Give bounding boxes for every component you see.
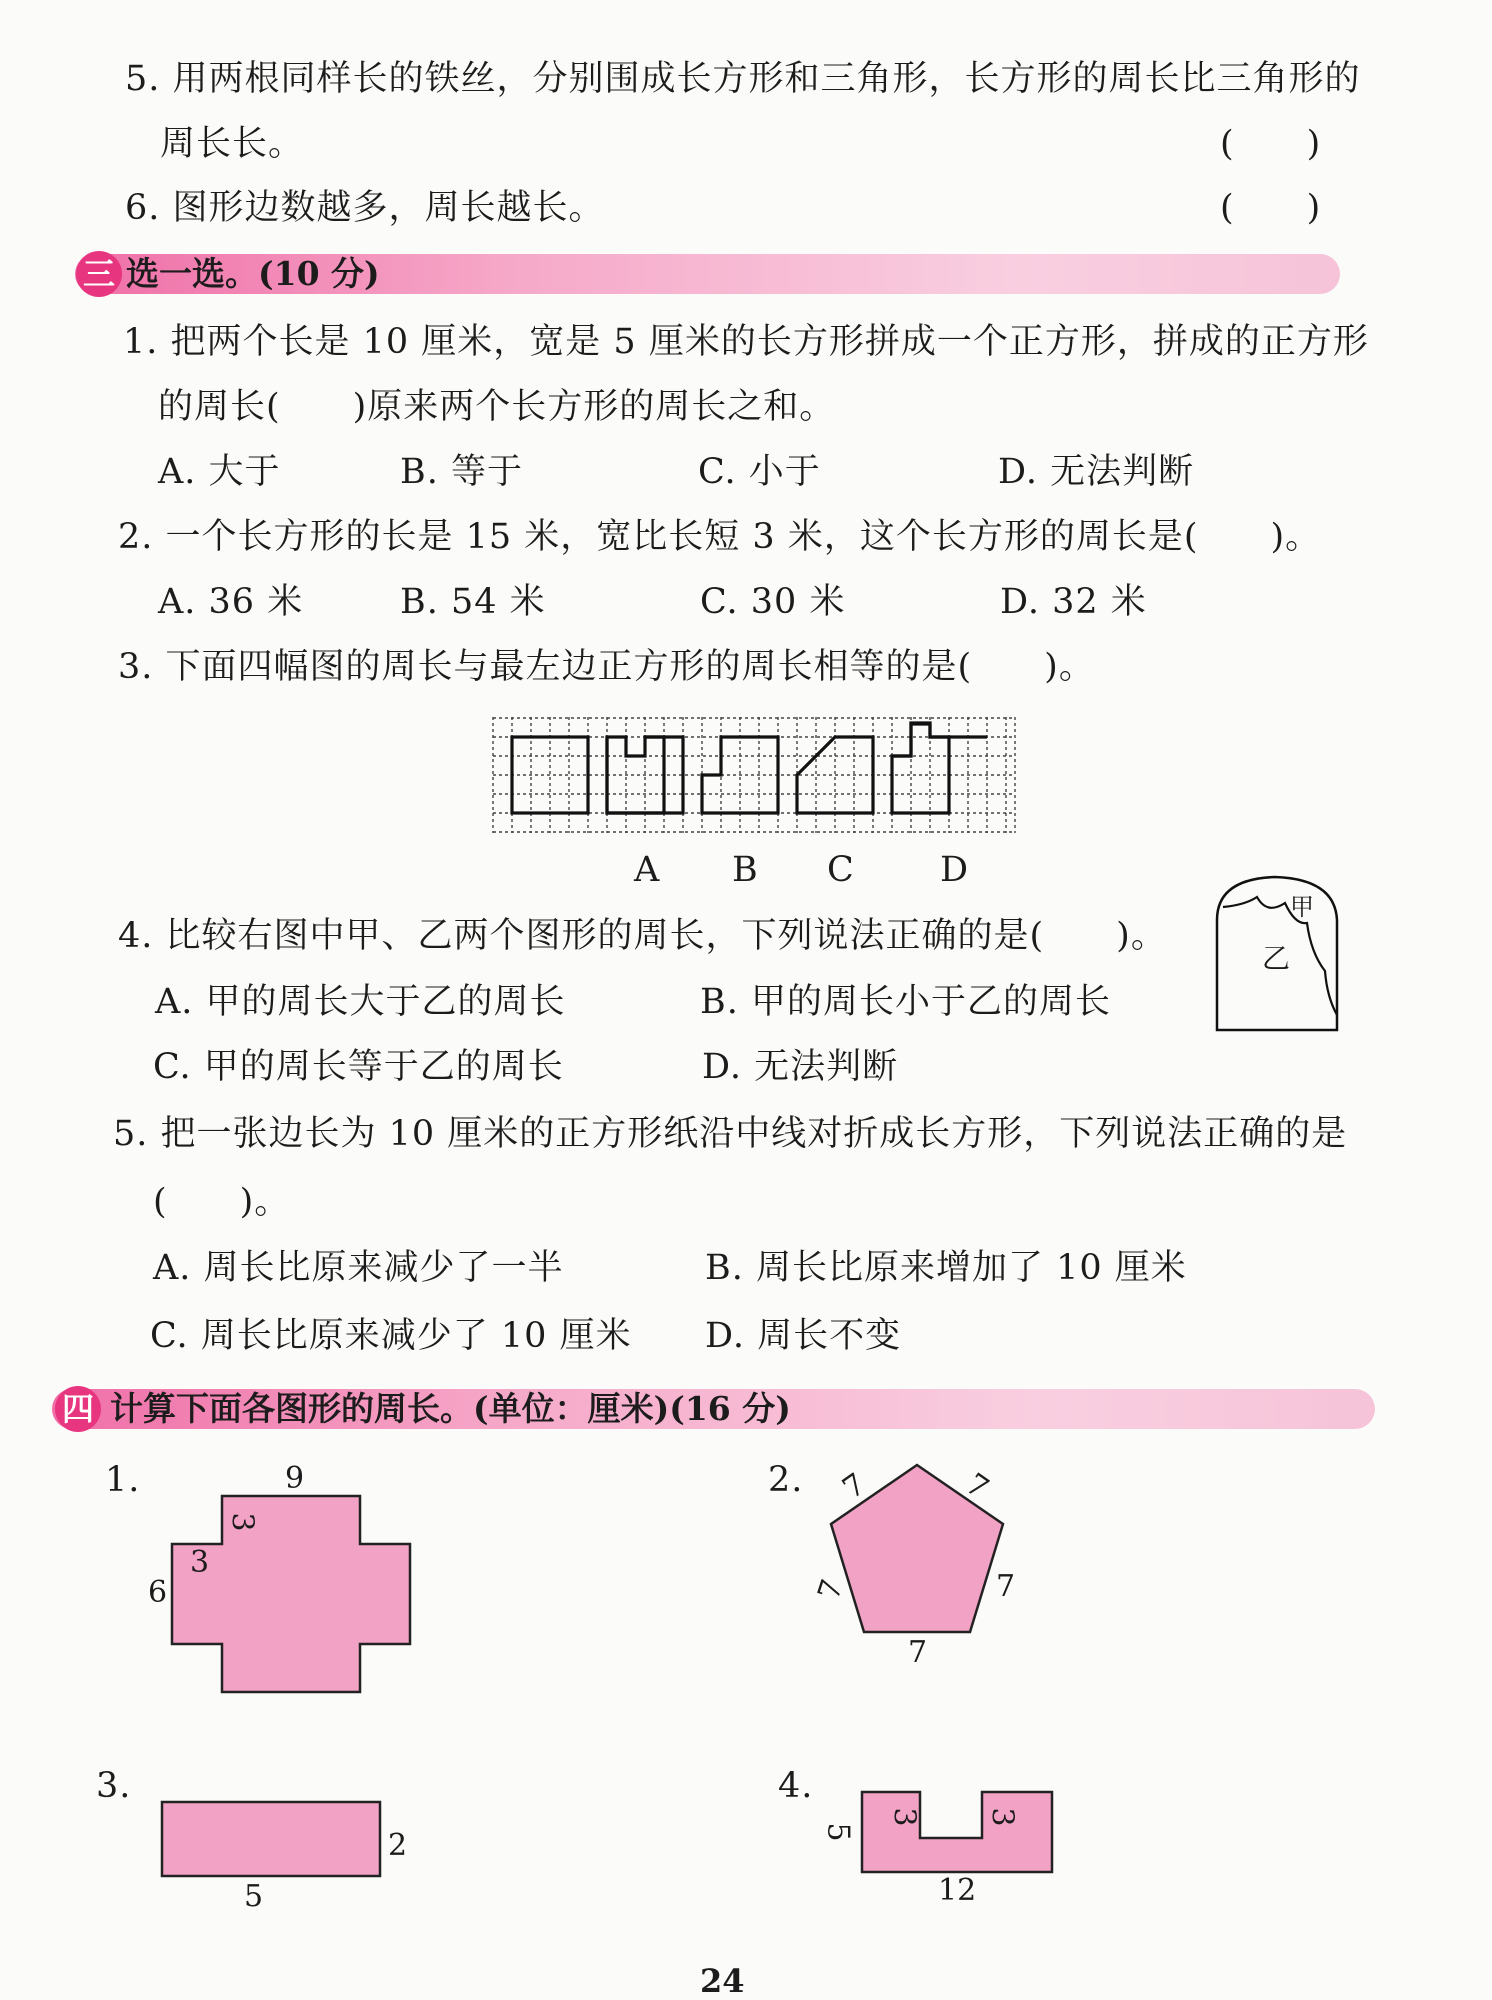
s3-q1-line2: 的周长( )原来两个长方形的周长之和。	[158, 387, 836, 427]
section3-badge: 三	[76, 251, 122, 297]
s3-q2-option-a: A. 36 米	[158, 582, 304, 622]
section3-title: 选一选。(10 分)	[126, 254, 380, 293]
s4-fig2-label-bottom: 7	[908, 1635, 928, 1670]
s4-fig4-label-left: 5	[820, 1822, 856, 1842]
s3-q1-option-a: A. 大于	[158, 452, 281, 492]
s4-fig4-u-shape	[860, 1790, 1054, 1874]
page-number: 24	[700, 1962, 745, 2000]
s4-fig1-label-top: 9	[285, 1461, 305, 1496]
s3-q1-option-c: C. 小于	[698, 452, 821, 492]
s4-fig3-label-right: 2	[388, 1828, 408, 1863]
s4-fig2-label-top-right: 7	[958, 1466, 995, 1507]
s4-fig3-rectangle-shape	[160, 1800, 382, 1878]
judge-q5-line1: 5. 用两根同样长的铁丝，分别围成长方形和三角形，长方形的周长比三角形的	[125, 59, 1361, 99]
s4-fig2-label-top-left: 7	[836, 1466, 873, 1507]
s3-q3-label-a: A	[634, 850, 661, 890]
s3-q1-option-b: B. 等于	[400, 452, 523, 492]
s3-q4: 4. 比较右图中甲、乙两个图形的周长，下列说法正确的是( )。	[118, 916, 1167, 956]
s3-q5-line1: 5. 把一张边长为 10 厘米的正方形纸沿中线对折成长方形，下列说法正确的是	[113, 1114, 1348, 1154]
s3-q2-option-b: B. 54 米	[400, 582, 546, 622]
s4-fig1-label-notch-side: 3	[224, 1512, 260, 1532]
s3-q5-line2: ( )。	[153, 1182, 291, 1222]
s4-fig3-number: 3.	[96, 1766, 132, 1806]
s4-fig2-number: 2.	[768, 1460, 804, 1500]
s3-q2-option-c: C. 30 米	[700, 582, 846, 622]
s3-q3-label-b: B	[732, 850, 759, 890]
s3-q3-label-c: C	[827, 850, 855, 890]
s4-fig4-label-bottom: 12	[938, 1873, 977, 1908]
s3-q4-label-yi: 乙	[1262, 942, 1291, 975]
s3-q4-option-c: C. 甲的周长等于乙的周长	[153, 1047, 564, 1087]
s4-fig3-label-bottom: 5	[244, 1879, 264, 1914]
s3-q2-option-d: D. 32 米	[1000, 582, 1147, 622]
s3-q4-option-b: B. 甲的周长小于乙的周长	[700, 982, 1111, 1022]
judge-q6-answer-paren: ( )	[1220, 188, 1322, 228]
s3-q2: 2. 一个长方形的长是 15 米，宽比长短 3 米，这个长方形的周长是( )。	[118, 517, 1322, 557]
s4-fig2-label-right: 7	[996, 1569, 1016, 1604]
s3-q3-grid-figure	[493, 717, 1017, 837]
s4-fig4-number: 4.	[778, 1766, 814, 1806]
s3-q4-label-jia: 甲	[1290, 893, 1314, 921]
s4-fig1-number: 1.	[105, 1460, 141, 1500]
s3-q1-line1: 1. 把两个长是 10 厘米，宽是 5 厘米的长方形拼成一个正方形，拼成的正方形	[123, 322, 1369, 362]
s3-q5-option-a: A. 周长比原来减少了一半	[153, 1248, 564, 1288]
s3-q5-option-c: C. 周长比原来减少了 10 厘米	[150, 1316, 632, 1356]
judge-q5-answer-paren: ( )	[1220, 124, 1322, 164]
s3-q3-label-d: D	[940, 850, 970, 890]
s3-q1-option-d: D. 无法判断	[998, 452, 1195, 492]
s4-fig1-cross-shape	[170, 1494, 415, 1694]
judge-q5-line2: 周长长。	[160, 124, 305, 164]
s4-fig4-label-notch-left: 3	[886, 1807, 922, 1827]
s4-fig1-label-notch-top: 3	[190, 1545, 210, 1580]
s3-q4-option-a: A. 甲的周长大于乙的周长	[155, 982, 566, 1022]
section4-title: 计算下面各图形的周长。(单位：厘米)(16 分)	[110, 1389, 791, 1428]
s3-q3: 3. 下面四幅图的周长与最左边正方形的周长相等的是( )。	[118, 647, 1095, 687]
s3-q4-option-d: D. 无法判断	[702, 1047, 899, 1087]
judge-q6: 6. 图形边数越多，周长越长。	[125, 188, 605, 228]
s4-fig4-label-notch-right: 3	[984, 1807, 1020, 1827]
s4-fig2-label-left: 7	[811, 1575, 851, 1605]
s4-fig1-label-left: 6	[148, 1575, 168, 1610]
s3-q5-option-d: D. 周长不变	[705, 1316, 902, 1356]
section4-badge: 四	[55, 1386, 101, 1432]
s3-q5-option-b: B. 周长比原来增加了 10 厘米	[705, 1248, 1187, 1288]
